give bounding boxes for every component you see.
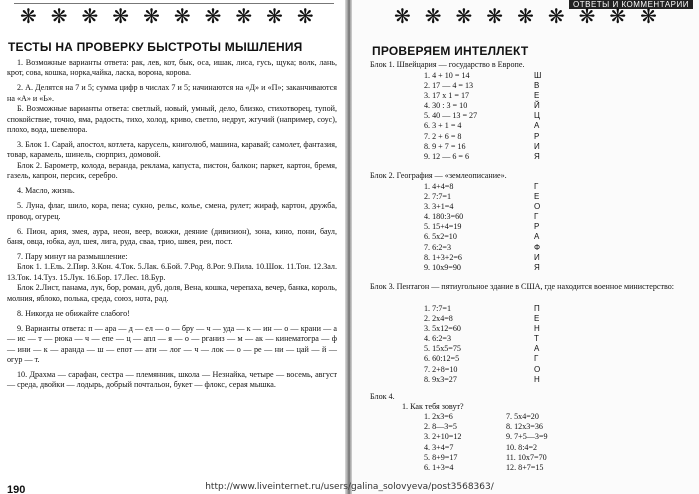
equation: 7. 6:2=3 bbox=[424, 242, 452, 252]
ornament-icon: ❋ bbox=[517, 4, 534, 28]
equation: 5. 40 — 13 = 27 bbox=[424, 111, 478, 121]
watermark-url: http://www.liveinternet.ru/users/galina_solovyeva/post3568363/ bbox=[205, 482, 494, 492]
answer-paragraph: Блок 2.Лист, панама, лук, бор, роман, дуб, доля, Вена, кошка, черепаха, вечер, банка, король, молния, яблоко, полька, среда, союз, нота, рад. bbox=[7, 283, 337, 303]
answer-letter: В bbox=[534, 81, 540, 91]
ornament-icon: ❋ bbox=[578, 4, 596, 28]
equation-row bbox=[424, 91, 541, 101]
ornament-icon: ❋ bbox=[609, 4, 627, 28]
equation: 1. 2х3=6 bbox=[424, 412, 453, 421]
answer-letter: О bbox=[534, 364, 541, 374]
equation-row bbox=[424, 253, 540, 263]
answer-letter: Е bbox=[534, 314, 540, 324]
answer-letter: О bbox=[534, 202, 541, 212]
answer-letter: П bbox=[534, 304, 540, 313]
ornament-row bbox=[394, 6, 657, 26]
equation: 2. 2х4=8 bbox=[424, 314, 453, 324]
equation-row bbox=[424, 263, 540, 273]
equation: 3. 17 х 1 = 17 bbox=[424, 91, 470, 101]
ornament-icon: ❋ bbox=[266, 4, 283, 28]
answer-letter: Е bbox=[534, 192, 540, 202]
answer-letter: А bbox=[534, 344, 540, 354]
equation: 6. 3 + 1 = 4 bbox=[424, 121, 462, 131]
equation: 5. 15+4=19 bbox=[424, 222, 462, 232]
equation-row bbox=[424, 222, 540, 232]
equation: 11. 10х7=70 bbox=[506, 452, 547, 462]
answer-letter: Н bbox=[534, 374, 540, 384]
equation: 12. 8+7=15 bbox=[506, 463, 544, 473]
ornament-icon: ❋ bbox=[486, 4, 504, 28]
equation-row bbox=[424, 121, 541, 131]
block3-table bbox=[424, 304, 540, 385]
answer-paragraph: 8. Никогда не обижайте слабого! bbox=[17, 308, 130, 318]
answer-paragraph: 9. Варианты ответа: п — ара — д — ел — о — бру — ч — уда — к — ин — о — крани — а — ис — т — рюка — ч — епе — ц — апл — я — о — рганиз — м — ак — кинематогра — ф — ини — к — аранда — ш — епот — ати — лог — ч — лок — о — ре — ни — цай — й — огур — т. bbox=[7, 323, 337, 364]
equation-row bbox=[424, 101, 541, 111]
equation-row bbox=[424, 152, 541, 162]
answer-letter: Ш bbox=[534, 71, 542, 80]
equation-row bbox=[424, 375, 540, 385]
answer-letter: Г bbox=[534, 182, 539, 191]
equation: 2. 17 — 4 = 13 bbox=[424, 81, 474, 91]
equation: 4. 6:2=3 bbox=[424, 334, 452, 344]
answer-paragraph: Блок 1. 1.Ель. 2.Пир. 3.Кон. 4.Ток. 5.Лак. 6.Бой. 7.Род. 8.Рог. 9.Пила. 10.Шок. 11.Тон. 12.Зал. 13.Ток. 14.Туз. 15.Лук. 16.Бор. 17.Лес. 18.Бур. bbox=[7, 262, 337, 282]
left-page bbox=[0, 0, 346, 494]
equation: 10. 8:4=2 bbox=[506, 442, 538, 452]
equation: 6. 5х2=10 bbox=[424, 232, 457, 242]
equation: 9. 10х9=90 bbox=[424, 262, 461, 272]
block1-title bbox=[370, 60, 524, 70]
page-title: ТЕСТЫ НА ПРОВЕРКУ БЫСТРОТЫ МЫШЛЕНИЯ bbox=[8, 40, 303, 54]
equation-row bbox=[424, 142, 541, 152]
block1-table bbox=[424, 71, 541, 162]
answer-letter: Г bbox=[534, 354, 539, 364]
equation-row bbox=[424, 334, 540, 344]
equation: 1. 7:7=1 bbox=[424, 304, 452, 313]
block2-table bbox=[424, 182, 540, 273]
right-page bbox=[352, 0, 699, 494]
block-heading: Блок 1. Швейцария — государство в Европе. bbox=[370, 60, 525, 69]
equation-row bbox=[424, 365, 540, 375]
equation: 2. 8—3=5 bbox=[424, 422, 457, 432]
equation: 3. 2+10=12 bbox=[424, 432, 462, 442]
ornament-icon: ❋ bbox=[394, 4, 411, 28]
equation: 4. 3+4=7 bbox=[424, 442, 454, 452]
page-title: ПРОВЕРЯЕМ ИНТЕЛЛЕКТ bbox=[372, 44, 529, 58]
equation-row bbox=[424, 304, 540, 314]
block4-title bbox=[370, 392, 395, 402]
answer-paragraph: Б. Возможные варианты ответа: светлый, новый, умный, дело, близко, стихотворец, тупой, спокойствие, точно, яма, радость, тихо, холод, криво, светло, недруг, жгучий (например, соус), плохо, вода, шевелюра. bbox=[7, 104, 337, 135]
answer-letter: Я bbox=[534, 151, 540, 161]
equation: 4. 180:3=60 bbox=[424, 212, 464, 222]
equation-row bbox=[424, 344, 540, 354]
equation-row bbox=[424, 71, 541, 81]
answer-letter: Г bbox=[534, 212, 539, 222]
ornament-icon: ❋ bbox=[50, 4, 68, 28]
ornament-icon: ❋ bbox=[204, 4, 222, 28]
equation: 7. 2+8=10 bbox=[424, 364, 458, 374]
answer-letter: Я bbox=[534, 262, 540, 272]
block4-col1 bbox=[424, 412, 461, 473]
answer-letter: И bbox=[534, 252, 540, 262]
answer-paragraph: 5. Луна, флаг, шило, кора, пена; сукно, рельс, колье, смена, рулет; жираф, картон, дружба, провод, огурец. bbox=[7, 201, 337, 221]
block2-title bbox=[370, 171, 507, 181]
answer-letter: А bbox=[534, 232, 540, 242]
ornament-icon: ❋ bbox=[547, 4, 565, 28]
equation: 1. 4 + 10 = 14 bbox=[424, 71, 470, 80]
equation-row bbox=[424, 182, 540, 192]
ornament-icon: ❋ bbox=[296, 4, 314, 28]
ornament-icon: ❋ bbox=[424, 4, 442, 28]
equation: 6. 60:12=5 bbox=[424, 354, 460, 364]
equation-row bbox=[424, 212, 540, 222]
answer-paragraph: 2. А. Делятся на 7 и 5; сумма цифр в числах 7 и 5; начинаются на «Д» и «П»; заканчиваются на «А» и «Ь». bbox=[7, 83, 337, 103]
answer-paragraph: 6. Пион, ария, змея, аура, неон, веер, вожжи, деяние (дивизион), зона, кино, пони, баул, баня, овца, юбка, аул, шея, лига, руда, сваа, трио, швея, реи, пост. bbox=[7, 226, 337, 247]
equation: 8. 12х3=36 bbox=[506, 422, 543, 432]
answers-text bbox=[7, 58, 337, 395]
equation: 9. 7+5—3=9 bbox=[506, 432, 548, 442]
running-header: ОТВЕТЫ И КОММЕНТАРИИ bbox=[569, 0, 693, 9]
ornament-icon: ❋ bbox=[235, 4, 253, 28]
answer-paragraph: 1. Возможные варианты ответа: рак, лев, кот, бык, оса, ишак, лиса, гусь, щука; волк, лань, крот, сова, кошка, норка,чайка, ласка, ворона, корова. bbox=[7, 58, 337, 78]
equation-row bbox=[424, 111, 541, 121]
ornament-icon: ❋ bbox=[143, 4, 160, 28]
ornament-icon: ❋ bbox=[112, 4, 130, 28]
answer-paragraph: 10. Драхма — сарафан, сестра — племянник, школа — Незнайка, четыре — восемь, август — среда, двойки — лодырь, добрый почтальон, букет — флокс, серая мышка. bbox=[7, 369, 337, 390]
answer-paragraph: Блок 2. Барометр, колода, веранда, реклама, капуста, пистон, балкон; паркет, картон, бремя, газель, капрон, персик, серебро. bbox=[7, 160, 337, 181]
equation: 9. 12 — 6 = 6 bbox=[424, 151, 470, 161]
equation: 2. 7:7=1 bbox=[424, 192, 452, 202]
equation-row bbox=[424, 192, 540, 202]
equation: 7. 2 + 6 = 8 bbox=[424, 131, 462, 141]
equation: 8. 1+3+2=6 bbox=[424, 252, 462, 262]
equation-row bbox=[424, 202, 540, 212]
equation-row bbox=[424, 314, 540, 324]
answer-paragraph: 7. Пару минут на размышление: bbox=[17, 252, 128, 262]
equation: 8. 9х3=27 bbox=[424, 374, 457, 384]
equation: 5. 8+9=17 bbox=[424, 452, 458, 462]
ornament-icon: ❋ bbox=[640, 4, 657, 28]
equation: 3. 5х12=60 bbox=[424, 324, 461, 334]
ornament-icon: ❋ bbox=[455, 4, 473, 28]
equation-row bbox=[424, 243, 540, 253]
ornament-icon: ❋ bbox=[20, 4, 37, 28]
equation-row bbox=[424, 354, 540, 364]
page-number: 190 bbox=[7, 484, 26, 494]
ornament-row bbox=[20, 6, 314, 26]
equation: 7. 5х4=20 bbox=[506, 412, 539, 421]
equation: 3. 3+1=4 bbox=[424, 202, 454, 212]
block-heading: Блок 4. bbox=[370, 392, 395, 401]
equation: 5. 15х5=75 bbox=[424, 344, 461, 354]
block3-title bbox=[370, 282, 690, 292]
answer-letter: Е bbox=[534, 91, 540, 101]
equation-row bbox=[424, 132, 541, 142]
equation: 8. 9 + 7 = 16 bbox=[424, 141, 466, 151]
ornament-icon: ❋ bbox=[173, 4, 191, 28]
answer-paragraph: 3. Блок 1. Сарай, апостол, котлета, карусель, книголюб, машина, каравай; самолет, фантазия, товар, карамель, шинель, сюрприз, домовой. bbox=[7, 140, 337, 160]
answer-letter: Т bbox=[534, 334, 539, 344]
equation-row bbox=[424, 81, 541, 91]
answer-letter: Ф bbox=[534, 242, 541, 252]
equation-row bbox=[424, 324, 540, 334]
block-heading: Блок 3. Пентагон — пятиугольное здание в США, где находится военное министерство: bbox=[370, 282, 675, 291]
answer-paragraph: 4. Масло, жизнь. bbox=[17, 186, 75, 196]
block4-col2 bbox=[506, 412, 548, 473]
answer-letter: Й bbox=[534, 101, 540, 111]
block4-question: 1. Как тебя зовут? bbox=[402, 402, 464, 411]
answer-letter: Н bbox=[534, 324, 540, 334]
answer-letter: А bbox=[534, 121, 540, 131]
answer-letter: Ц bbox=[534, 111, 540, 121]
equation: 1. 4+4=8 bbox=[424, 182, 454, 191]
equation: 4. 30 : 3 = 10 bbox=[424, 101, 468, 111]
ornament-icon: ❋ bbox=[81, 4, 99, 28]
answer-letter: И bbox=[534, 141, 540, 151]
answer-letter: Р bbox=[534, 222, 540, 232]
answer-letter: Р bbox=[534, 131, 540, 141]
equation-row bbox=[424, 232, 540, 242]
equation: 6. 1+3=4 bbox=[424, 463, 454, 473]
block-heading: Блок 2. География — «землеописание». bbox=[370, 171, 507, 180]
